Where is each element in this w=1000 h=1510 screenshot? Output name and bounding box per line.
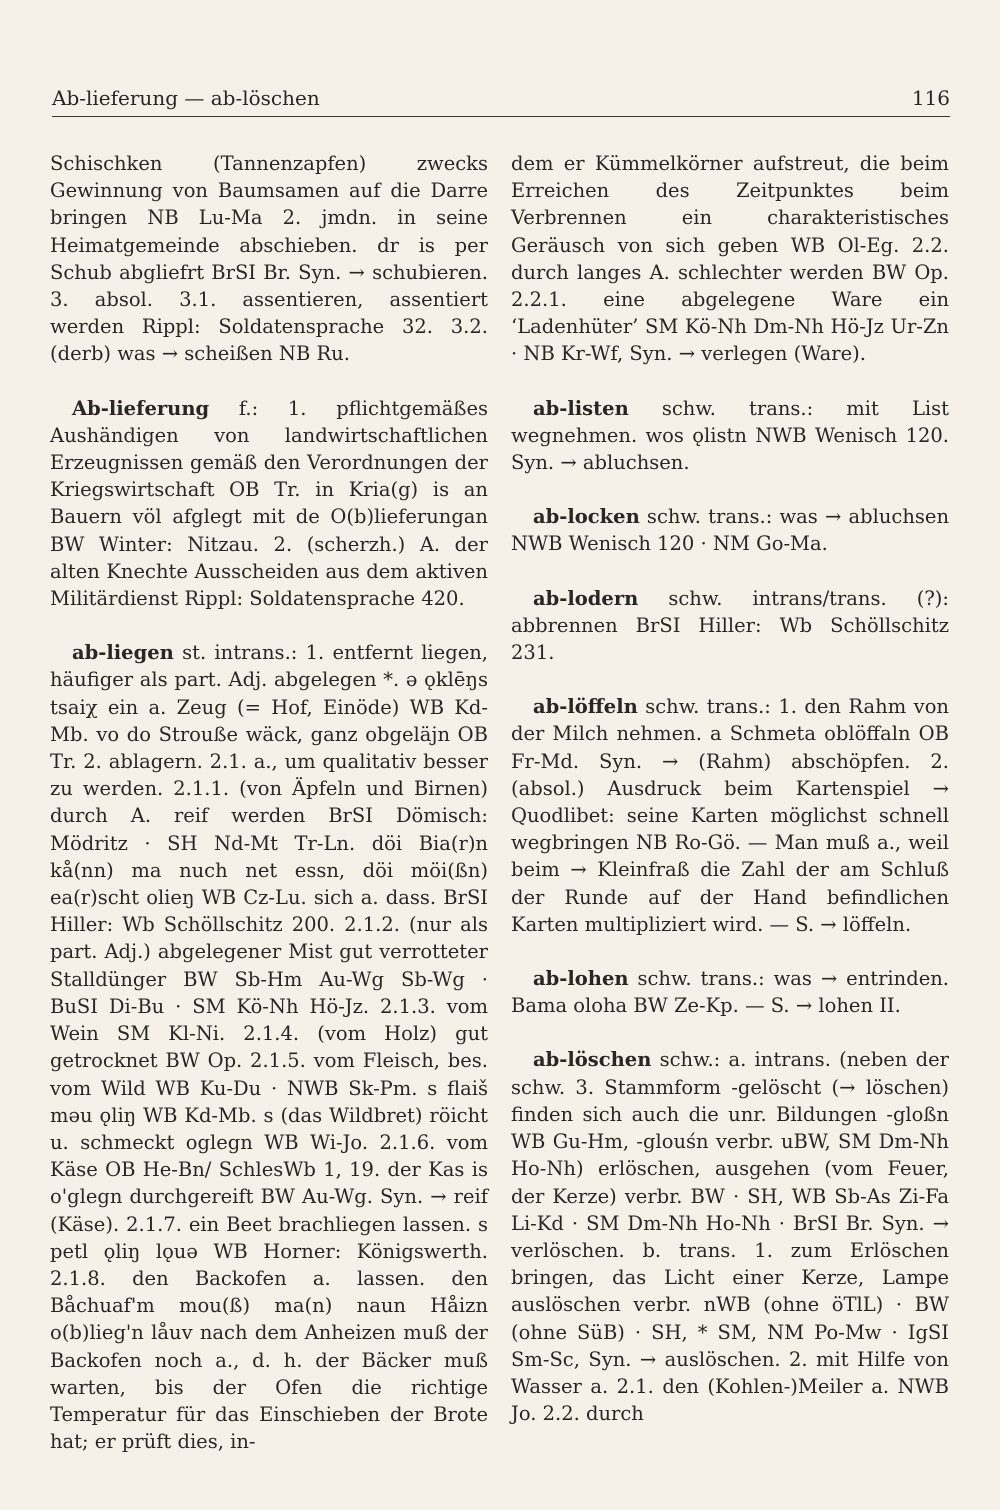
entry-text: schw. trans.: was → entrinden. Bama oloha BW Ze-Kp. — S. → lohen II. [511, 967, 949, 1018]
entry-text: schw.: a. intrans. (neben der schw. 3. Stammform -gelöscht (→ löschen) finden sich auch die unr. Bildungen -gloßn WB Gu-Hm, -glouśn verbr. uBW, SM Dm-Nh Ho-Nh) erlöschen, ausgehen (vom Feuer, der Kerze) verbr. BW · SH, WB Sb-As Zi-Fa Li-Kd · SM Dm-Nh Ho-Nh · BrSI Br. Syn. → verlöschen. b. trans. 1. zum Erlöschen bringen, das Licht einer Kerze, Lampe auslöschen verbr. nWB (ohne öTlL) · BW (ohne SüB) · SH, * SM, NM Po-Mw · IgSI Sm-Sc, Syn. → auslöschen. 2. mit Hilfe von Wasser a. 2.1. den (Kohlen-)Meiler a. NWB Jo. 2.2. durch [511, 1048, 949, 1426]
entry-ab-lieferung [50, 395, 488, 613]
entry-ab-locken [511, 503, 949, 557]
entry-text: schw. trans.: 1. den Rahm von der Milch nehmen. a Schmeta oblöffaln OB Fr-Md. Syn. → (Rahm) abschöpfen. 2. (absol.) Ausdruck beim Kartenspiel → Quodlibet: seine Karten möglichst schnell wegbringen NB Ro-Gö. — Man muß a., weil beim → Kleinfraß die Zahl der am Schluß der Runde auf der Hand befindlichen Karten multipliziert wird. — S. → löffeln. [511, 695, 949, 936]
page-number: 116 [911, 86, 950, 110]
entry-text: Schischken (Tannenzapfen) zwecks Gewinnung von Baumsamen auf die Darre bringen NB Lu-Ma 2. jmdn. in seine Heimatgemeinde abschieben. dr is per Schub abgliefrt BrSI Br. Syn. → schubieren. 3. absol. 3.1. assentieren, assentiert werden Rippl: Soldatensprache 32. 3.2. (derb) was → scheißen NB Ru. [50, 152, 488, 366]
headword: ab-liegen [72, 641, 174, 665]
entry-ab-loeschen [511, 1046, 949, 1427]
headword: ab-listen [533, 396, 629, 420]
entry-ab-loeffeln [511, 693, 949, 938]
right-column [511, 150, 949, 1454]
entry-text: schw. trans.: was → abluchsen NWB Wenisch 120 · NM Go-Ma. [511, 505, 949, 556]
entry-text: f.: 1. pflichtgemäßes Aushändigen von landwirtschaftlichen Erzeugnissen gemäß den Verordnungen der Kriegswirtschaft OB Tr. in Kria(g) is an Bauern völ afglegt mit de O(b)lieferungan BW Winter: Nitzau. 2. (scherzh.) A. der alten Knechte Ausscheiden aus dem aktiven Militärdienst Rippl: Soldatensprache 420. [50, 396, 488, 611]
left-column [50, 150, 488, 1482]
entry-continuation [511, 150, 949, 368]
entry-text: dem er Kümmelkörner aufstreut, die beim Erreichen des Zeitpunktes beim Verbrennen ein charakteristisches Geräusch von sich geben WB Ol-Eg. 2.2. durch langes A. schlechter werden BW Op. 2.2.1. eine abgelegene Ware ein ‘Ladenhüter’ SM Kö-Nh Dm-Nh Hö-Jz Ur-Zn · NB Kr-Wf, Syn. → verlegen (Ware). [511, 152, 949, 366]
headword: ab-löffeln [533, 695, 638, 719]
entry-ab-listen [511, 395, 949, 477]
entry-continuation [50, 150, 488, 368]
running-header [52, 86, 950, 117]
headword: ab-löschen [533, 1048, 652, 1072]
entry-ab-liegen [50, 639, 488, 1455]
headword: ab-locken [533, 505, 640, 529]
entry-text: schw. trans.: mit List wegnehmen. wos ǫlistn NWB Wenisch 120. Syn. → abluchsen. [511, 396, 949, 475]
entry-text: schw. intrans/trans. (?): abbrennen BrSI Hiller: Wb Schöllschitz 231. [511, 586, 949, 665]
headword: Ab-lieferung [72, 396, 210, 420]
entry-ab-lohen [511, 965, 949, 1019]
headword: ab-lodern [533, 586, 639, 610]
header-title: Ab-lieferung — ab-löschen [52, 86, 320, 110]
entry-text: st. intrans.: 1. entfernt liegen, häufiger als part. Adj. abgelegen *. ə ǫklēŋs tsaiχ ein a. Zeug (= Hof, Einöde) WB Kd-Mb. vo do Strouße wäck, ganz obgeläjn OB Tr. 2. ablagern. 2.1. a., um qualitativ besser zu werden. 2.1.1. (von Äpfeln und Birnen) durch A. reif werden BrSI Dömisch: Mödritz · SH Nd-Mt Tr-Ln. döi Bia(r)n kå(nn) ma nuch net essn, döi möi(ßn) ea(r)scht olieŋ WB Cz-Lu. sich a. dass. BrSI Hiller: Wb Schöllschitz 200. 2.1.2. (nur als part. Adj.) abgelegener Mist gut verrotteter Stalldünger BW Sb-Hm Au-Wg Sb-Wg · BuSI Di-Bu · SM Kö-Nh Hö-Jz. 2.1.3. vom Wein SM Kl-Ni. 2.1.4. (vom Holz) gut getrocknet BW Op. 2.1.5. vom Fleisch, bes. vom Wild WB Ku-Du · NWB Sk-Pm. s flaiš məu ǫliŋ WB Kd-Mb. s (das Wildbret) röicht u. schmeckt oglegn WB Wi-Jo. 2.1.6. vom Käse OB He-Bn/ SchlesWb 1, 19. der Kas is o'glegn durchgereift BW Au-Wg. Syn. → reif (Käse). 2.1.7. ein Beet brachliegen lassen. s petl ǫliŋ lǫuə WB Horner: Königswerth. 2.1.8. den Backofen a. lassen. den Båchuaf'm mou(ß) ma(n) naun Håizn o(b)lieg'n låuv nach dem Anheizen muß der Backofen noch a., d. h. der Bäcker muß warten, bis der Ofen die richtige Temperatur für das Einschieben der Brote hat; er prüft dies, in- [50, 641, 488, 1454]
headword: ab-lohen [533, 967, 629, 991]
entry-ab-lodern [511, 585, 949, 667]
